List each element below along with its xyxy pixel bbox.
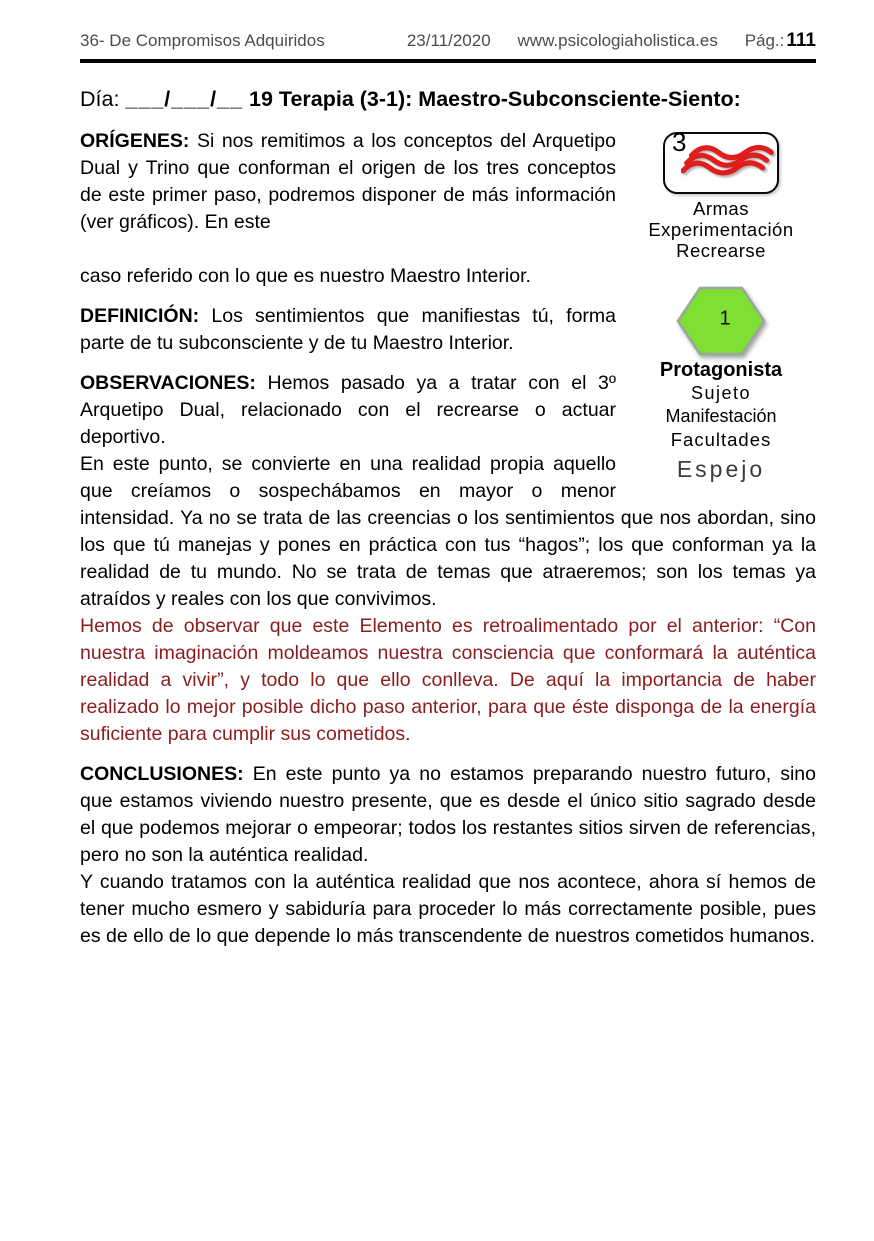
dual-label-experimentacion: Experimentación [648, 219, 794, 240]
arquetipo-dual-figure [663, 127, 779, 194]
definicion-text: Los sentimientos que manifiestas tú, forma parte de tu subconsciente y de tu Maestro Interior. [80, 305, 617, 354]
document-body [80, 128, 816, 950]
dual-label-recrearse: Recrearse [676, 240, 766, 261]
paragraph-conclusiones-2: Y cuando tratamos con la auténtica realidad que nos acontece, ahora sí hemos de tener mucho esmero y sabiduría para proceder lo más correctamente posible, pues es de ello de lo que depende lo más transcendente de nuestros cometidos humanos. [80, 871, 816, 947]
paragraph-origenes-continuation: caso referido con lo que es nuestro Maestro Interior. [80, 265, 531, 287]
conclusiones-heading: CONCLUSIONES: [80, 763, 244, 785]
origenes-heading: ORÍGENES: [80, 130, 190, 152]
dual-label-armas: Armas [693, 198, 749, 219]
header-date: 23/11/2020 [406, 31, 491, 50]
origenes-text: Si nos remitimos a los conceptos del Arquetipo Dual y Trino que conforman el origen de los tres conceptos de este primer paso, podremos disponer de más información (ver gráficos). En este [80, 130, 616, 233]
date-fill-in-blanks[interactable]: ___/___/__ [125, 87, 244, 111]
session-title: 19 Terapia (3-1): Maestro-Subconsciente-Siento: [249, 87, 741, 111]
header-doc-title: 36- De Compromisos Adquiridos [80, 31, 325, 50]
figure-number-1: 1 [719, 307, 731, 330]
paragraph-observaciones-2: En este punto, se convierte en una realidad propia aquello que creíamos o sospechábamos en mayor o menor intensidad. Ya no se trata de las creencias o los sentimientos que nos abordan, sino los que tú manejas y pones en práctica con tus “hagos”; los que conforman ya la realidad de tu mundo. No se trata de temas que atraeremos; son los temas ya atraídos y reales con los que convivimos. [80, 453, 816, 610]
definicion-heading: DEFINICIÓN: [80, 305, 200, 327]
page-header [80, 30, 816, 63]
header-page-label: Pág.: [744, 31, 785, 50]
header-page-number: 111 [786, 30, 816, 51]
header-page-indicator [745, 30, 816, 52]
trino-label-manifestacion: Manifestación [665, 406, 777, 426]
figures-column [626, 127, 816, 482]
header-website-link[interactable]: www.psicologiaholistica.es [517, 31, 718, 50]
page-content [80, 30, 816, 950]
paragraph-observaciones-red: Hemos de observar que este Elemento es retroalimentado por el anterior: “Con nuestra imaginación moldeamos nuestra consciencia que conformará la auténtica realidad a vivir”, y todo lo que ello conlleva. De aquí la importancia de haber realizado lo mejor posible dicho paso anterior, para que éste disponga de la energía suficiente para cumplir sus cometidos. [80, 615, 816, 745]
trino-label-facultades: Facultades [670, 429, 772, 450]
conclusiones-text: En este punto ya no estamos preparando nuestro futuro, sino que estamos viviendo nuestro presente, que es desde el único sitio sagrado desde el que podemos mejorar o empeorar; todos los restantes sitios sirven de referencias, pero no son la auténtica realidad. [80, 763, 816, 866]
green-hexagon-icon [675, 285, 767, 357]
paragraph-conclusiones [80, 761, 816, 869]
observaciones-text: Hemos pasado ya a tratar con el 3º Arquetipo Dual, relacionado con el recrearse o actuar deportivo. [80, 372, 617, 448]
session-title-line [80, 87, 816, 112]
observaciones-heading: OBSERVACIONES: [80, 372, 256, 394]
figure-number-3: 3 [672, 127, 687, 157]
trino-label-protagonista: Protagonista [659, 359, 783, 381]
day-label: Día: [80, 87, 120, 111]
red-waves-icon [681, 143, 777, 187]
arquetipo-trino-figure [675, 285, 767, 357]
trino-label-espejo: Espejo [676, 456, 766, 482]
trino-label-sujeto: Sujeto [690, 383, 752, 403]
